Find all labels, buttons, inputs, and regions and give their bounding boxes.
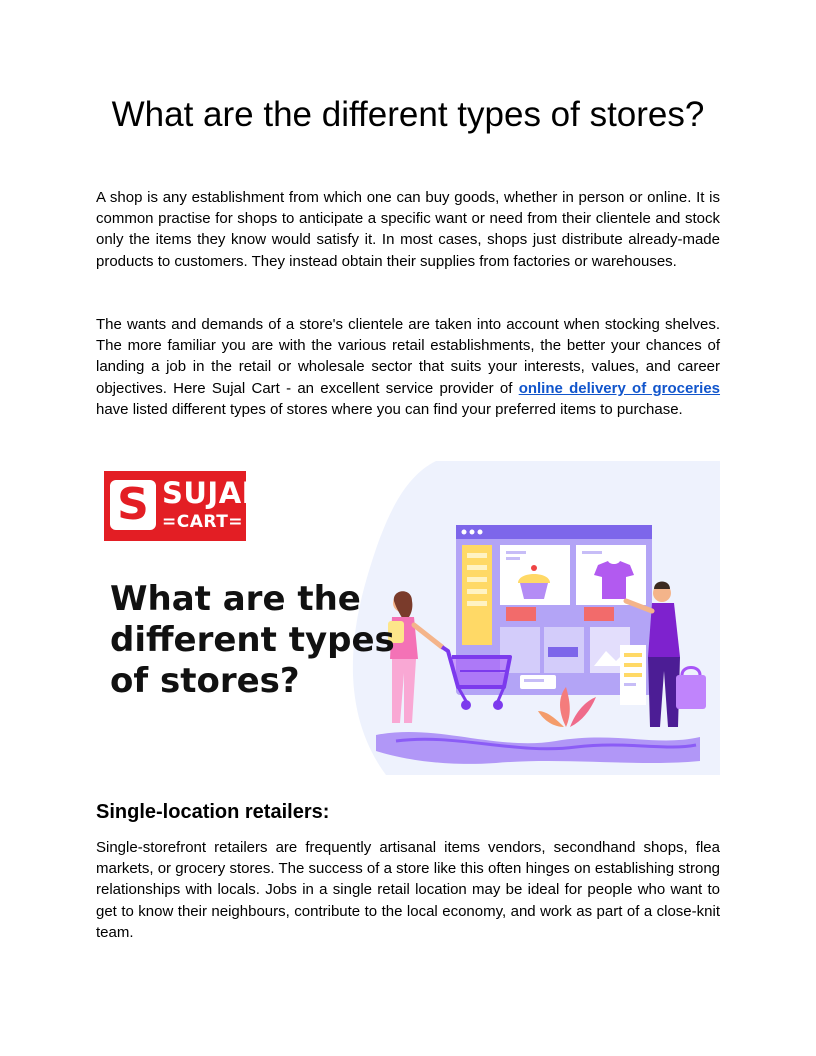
banner-title: What are the different types of stores? [110,579,395,701]
section-body-single-location: Single-storefront retailers are frequently artisanal items vendors, secondhand shops, flea markets, or grocery stores. The success of a store like this often hinges on establishing strong relationships with locals. Jobs in a single retail location may be ideal for people who want to get to know their neighbours, contribute to the local economy, and work as part of a close-knit team. [96,839,720,941]
article-banner-image [96,461,720,775]
intro-paragraph-2-text-end: have listed different types of stores where you can find your preferred items to purchase. [96,400,683,418]
logo-word-cart: =CART= [162,512,244,532]
intro-paragraph-2 [96,314,720,420]
section-heading-single-location: Single-location retailers: [96,801,330,823]
online-grocery-delivery-link[interactable]: online delivery of groceries [518,379,721,397]
page-title: What are the different types of stores? [111,95,705,134]
logo-letter: S [110,480,156,530]
intro-paragraph-2-text-start: The wants and demands of a store's clientele are taken into account when stocking shelves. The more familiar you are with the various retail establishments, the better your chances of landing a job in the retail or wholesale sector that suits your interests, values, and career objectives. Here Sujal Cart - an excellent service provider of [96,316,720,397]
sujal-cart-logo [104,471,261,541]
intro-paragraph-1: A shop is any establishment from which one can buy goods, whether in person or online. It is common practise for shops to anticipate a specific want or need from their clientele and stock only the items they know would satisfy it. In most cases, shops just distribute already-made products to customers. They instead obtain their supplies from factories or warehouses. [96,189,720,270]
logo-word-sujal: SUJAL [162,476,261,510]
